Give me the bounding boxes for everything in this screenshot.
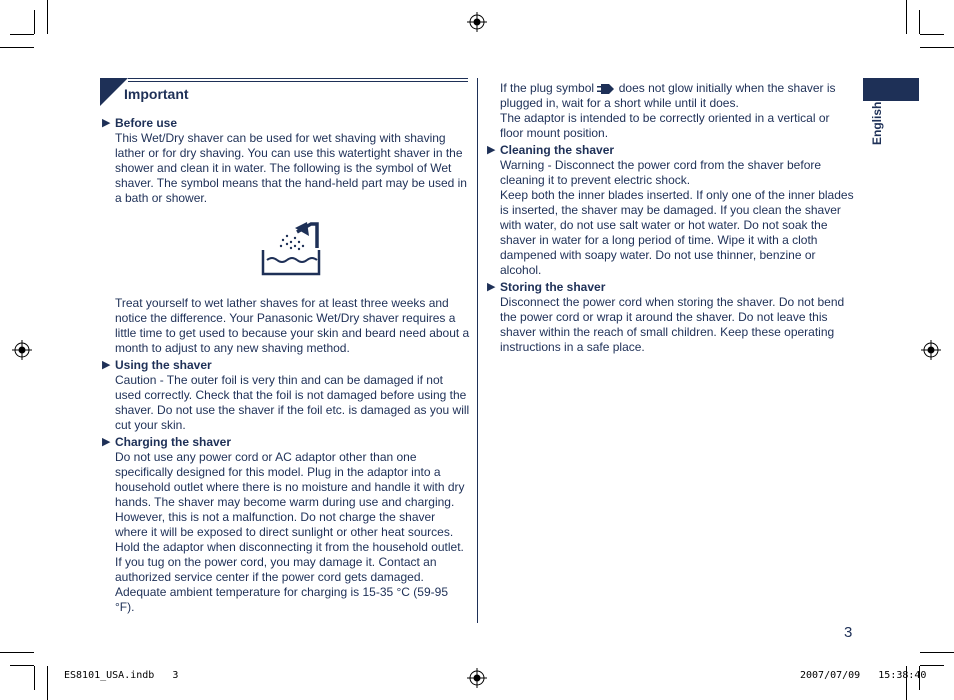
crop-mark xyxy=(920,34,944,35)
crop-mark xyxy=(0,652,34,653)
heading-using: ▶ Using the shaver xyxy=(102,358,212,372)
crop-mark xyxy=(906,0,907,34)
crop-mark xyxy=(920,665,944,666)
language-tab xyxy=(863,78,919,101)
plug-text: If the plug symbol does not glow initially when the shaver is plugged in, wait for a short while until it does. xyxy=(500,81,836,110)
cleaning-text: Keep both the inner blades inserted. If only one of the inner blades is inserted, the shaver may be damaged. If you clean the shaver with water, do not use salt water or hot water. Do not soak the shaver in water for a long period of time. Wipe it with a cloth dampened with soapy water. Do not use thinner, benzine or alcohol. xyxy=(500,188,854,277)
heading-cleaning: ▶ Cleaning the shaver xyxy=(487,143,615,157)
crop-mark xyxy=(47,0,48,34)
page-number: 3 xyxy=(844,624,853,641)
using-text: Caution - The outer foil is very thin and can be damaged if not used correctly. Check that the foil is not damaged before using the shaver. Do not use the shaver if the foil etc. is damaged as you will cut your skin. xyxy=(115,373,470,432)
heading-before-use: ▶ Before use xyxy=(102,116,178,130)
registration-mark-icon xyxy=(467,668,487,688)
charging-text: Do not use any power cord or AC adaptor other than one specifically designed for this model. Plug in the adaptor into a household outlet where there is no moisture and handle it with dry hands. The shaver may become warm during use and charging. However, this is not a malfunction. Do not charge the shaver where it will be exposed to direct sunlight or other heat sources. Hold the adaptor when disconnecting it from the household outlet. If you tug on the power cord, you may damage it. Contact an authorized service center if the power cord gets damaged. xyxy=(115,450,465,584)
treat-text: Treat yourself to wet lather shaves for at least three weeks and notice the difference. Your Panasonic Wet/Dry shaver requires a little time to get used to because your skin and beard need about a month to adjust to any new shaving method. xyxy=(115,296,470,355)
crop-mark xyxy=(34,666,35,690)
crop-mark xyxy=(10,665,34,666)
section-title: Important xyxy=(124,86,189,102)
crop-mark xyxy=(919,10,920,34)
triangle-right-icon: ▶ xyxy=(487,281,496,293)
storing-text: Disconnect the power cord when storing the shaver. Do not bend the power cord or wrap it around the shaver. Do not leave this shaver within the reach of small children. Keep these operating instructions in a safe place. xyxy=(500,295,845,354)
triangle-right-icon: ▶ xyxy=(487,144,496,156)
adaptor-text: The adaptor is intended to be correctly oriented in a vertical or floor mount position. xyxy=(500,111,830,140)
cleaning-warning-text: Warning - Disconnect the power cord from the shaver before cleaning it to prevent electric shock. xyxy=(500,158,822,187)
wet-symbol-area xyxy=(115,206,470,288)
right-column xyxy=(487,81,855,355)
charging-temp-text: Adequate ambient temperature for charging is 15-35 °C (59-95 °F). xyxy=(115,585,448,614)
language-tab-label: English xyxy=(870,101,884,145)
footer-timestamp: 2007/07/09 15:38:40 xyxy=(800,670,927,681)
crop-mark xyxy=(10,34,34,35)
registration-mark-icon xyxy=(921,340,941,360)
crop-mark xyxy=(920,652,954,653)
left-column xyxy=(102,116,470,615)
section-header-rule xyxy=(128,81,468,82)
bath-shower-icon xyxy=(261,222,321,276)
section-header-rule xyxy=(128,78,468,79)
footer-file: ES8101_USA.indb 3 xyxy=(64,670,179,681)
before-use-text: This Wet/Dry shaver can be used for wet shaving with shaving lather or for dry shaving. You can use this watertight shaver in the shower and clean it in water. The following is the symbol of Wet shaver. The symbol means that the hand-held part may be used in a bath or shower. xyxy=(115,131,467,205)
heading-storing: ▶ Storing the shaver xyxy=(487,280,606,294)
column-divider xyxy=(477,78,478,623)
triangle-right-icon: ▶ xyxy=(102,436,111,448)
plug-icon xyxy=(597,84,615,94)
crop-mark xyxy=(0,47,34,48)
crop-mark xyxy=(34,10,35,34)
crop-mark xyxy=(47,666,48,700)
registration-mark-icon xyxy=(12,340,32,360)
registration-mark-icon xyxy=(467,12,487,32)
triangle-right-icon: ▶ xyxy=(102,359,111,371)
heading-charging: ▶ Charging the shaver xyxy=(102,435,232,449)
crop-mark xyxy=(920,47,954,48)
triangle-right-icon: ▶ xyxy=(102,117,111,129)
